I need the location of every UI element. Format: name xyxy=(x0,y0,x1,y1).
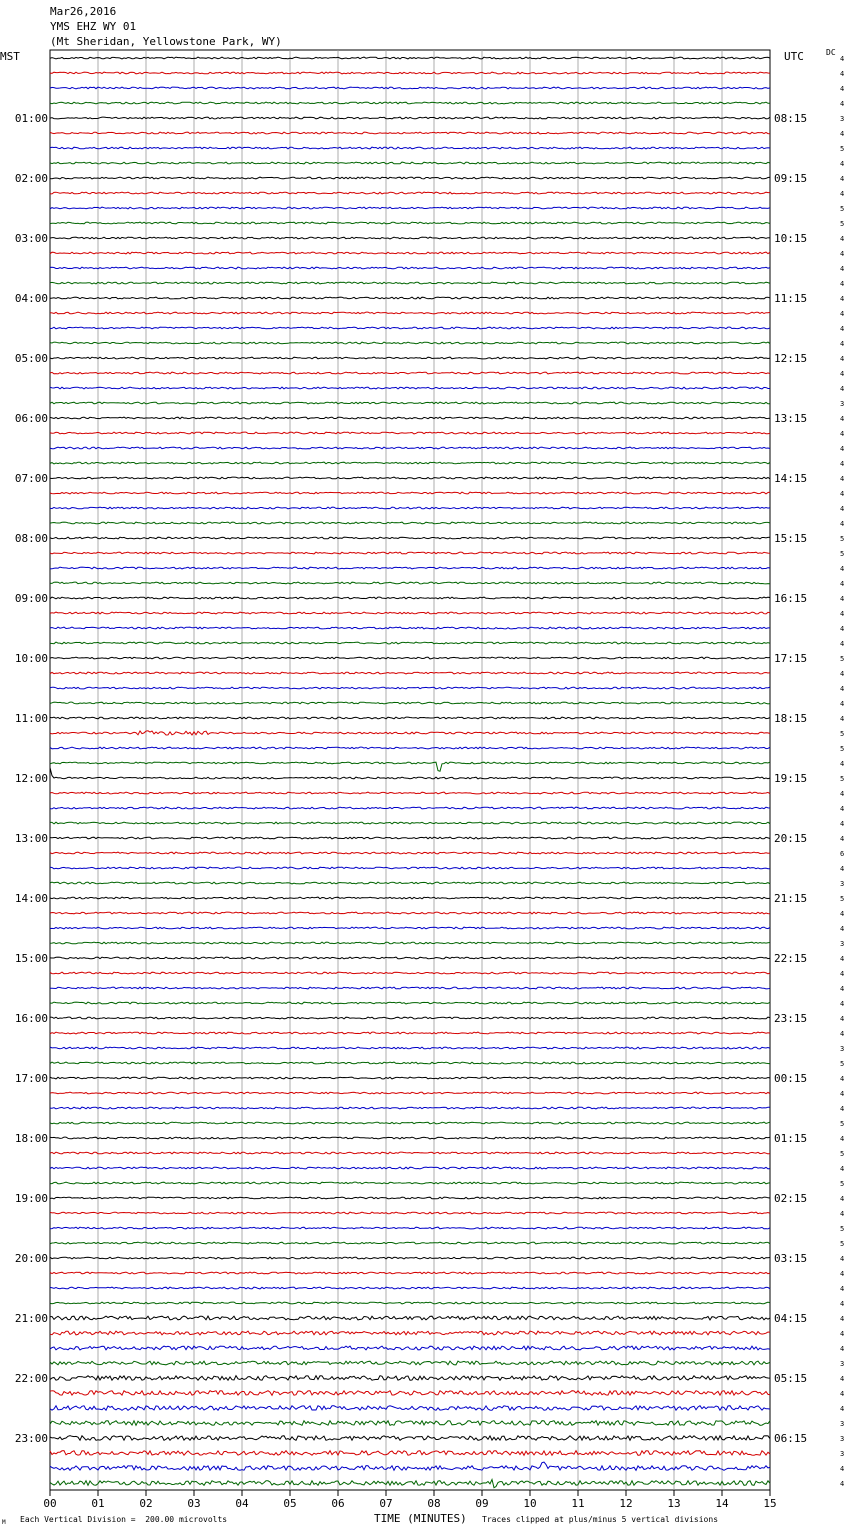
dc-offset-label: 4 xyxy=(840,415,845,423)
dc-offset-label: 4 xyxy=(840,1480,845,1488)
mst-hour-label: 02:00 xyxy=(14,172,48,185)
dc-offset-label: 4 xyxy=(840,925,845,933)
dc-offset-label: 5 xyxy=(840,1120,845,1128)
clip-note: Traces clipped at plus/minus 5 vertical divisions xyxy=(482,1515,719,1524)
trace-line xyxy=(50,342,770,344)
utc-hour-label: 09:15 xyxy=(774,172,808,185)
dc-offset-label: 5 xyxy=(840,745,845,753)
trace-line xyxy=(50,1227,770,1229)
dc-offset-label: 5 xyxy=(840,145,845,153)
trace-line xyxy=(50,162,770,164)
mst-hour-label: 09:00 xyxy=(14,592,48,605)
trace-line xyxy=(50,552,770,554)
dc-offset-label: 5 xyxy=(840,205,845,213)
dc-offset-label: 5 xyxy=(840,550,845,558)
utc-hour-label: 03:15 xyxy=(774,1252,808,1265)
trace-line xyxy=(50,987,770,989)
trace-line xyxy=(50,768,770,779)
mst-hour-label: 19:00 xyxy=(14,1192,48,1205)
trace-line xyxy=(50,642,770,644)
dc-offset-label: 4 xyxy=(840,70,845,78)
dc-offset-label: 4 xyxy=(840,565,845,573)
dc-offset-label: 4 xyxy=(840,1075,845,1083)
dc-offset-label: 4 xyxy=(840,385,845,393)
dc-offset-label: 5 xyxy=(840,1180,845,1188)
x-tick-label: 03 xyxy=(187,1497,201,1510)
trace-line xyxy=(50,957,770,959)
trace-line xyxy=(50,87,770,89)
dc-offset-label: 4 xyxy=(840,700,845,708)
trace-line xyxy=(50,972,770,974)
dc-offset-label: 4 xyxy=(840,175,845,183)
trace-line xyxy=(50,57,770,59)
dc-offset-label: 4 xyxy=(840,580,845,588)
utc-hour-label: 19:15 xyxy=(774,772,808,785)
dc-offset-label: 4 xyxy=(840,1390,845,1398)
dc-offset-label: 4 xyxy=(840,280,845,288)
trace-line xyxy=(50,852,770,854)
trace-line xyxy=(50,1242,770,1244)
trace-line xyxy=(50,1137,770,1139)
dc-offset-label: 3 xyxy=(840,940,845,948)
mst-hour-label: 12:00 xyxy=(14,772,48,785)
trace-line xyxy=(50,942,770,944)
trace-line xyxy=(50,612,770,614)
trace-line xyxy=(50,822,770,824)
trace-line xyxy=(50,477,770,479)
dc-offset-label: 4 xyxy=(840,520,845,528)
x-tick-label: 11 xyxy=(571,1497,585,1510)
trace-line xyxy=(50,731,770,735)
dc-offset-label: 3 xyxy=(840,400,845,408)
trace-line xyxy=(50,882,770,884)
dc-offset-label: 4 xyxy=(840,130,845,138)
utc-hour-label: 13:15 xyxy=(774,412,808,425)
trace-line xyxy=(50,702,770,704)
mst-hour-label: 17:00 xyxy=(14,1072,48,1085)
trace-line xyxy=(50,72,770,74)
trace-line xyxy=(50,567,770,569)
station-code: YMS EHZ WY 01 xyxy=(50,20,137,33)
trace-line xyxy=(50,522,770,524)
dc-offset-label: 4 xyxy=(840,1105,845,1113)
trace-line xyxy=(50,537,770,539)
trace-line xyxy=(50,462,770,464)
dc-offset-label: 4 xyxy=(840,490,845,498)
dc-offset-label: 4 xyxy=(840,1330,845,1338)
trace-line xyxy=(50,222,770,224)
utc-hour-label: 12:15 xyxy=(774,352,808,365)
dc-offset-label: 3 xyxy=(840,880,845,888)
dc-offset-label: 3 xyxy=(840,1420,845,1428)
trace-line xyxy=(50,927,770,929)
dc-offset-label: 4 xyxy=(840,355,845,363)
dc-offset-label: 4 xyxy=(840,160,845,168)
trace-line xyxy=(50,132,770,134)
trace-line xyxy=(50,1182,770,1184)
trace-line xyxy=(50,297,770,299)
mst-hour-label: 11:00 xyxy=(14,712,48,725)
dc-offset-label: 4 xyxy=(840,85,845,93)
utc-hour-label: 17:15 xyxy=(774,652,808,665)
trace-line xyxy=(50,1272,770,1274)
mst-hour-label: 22:00 xyxy=(14,1372,48,1385)
trace-line xyxy=(50,1451,770,1456)
trace-line xyxy=(50,1167,770,1169)
trace-line xyxy=(50,657,770,659)
trace-line xyxy=(50,1212,770,1214)
dc-offset-label: 4 xyxy=(840,250,845,258)
trace-line xyxy=(50,102,770,104)
trace-line xyxy=(50,1462,770,1470)
dc-offset-label: 4 xyxy=(840,670,845,678)
trace-line xyxy=(50,792,770,794)
dc-offset-label: 4 xyxy=(840,1345,845,1353)
dc-offset-label: 4 xyxy=(840,370,845,378)
x-tick-label: 06 xyxy=(331,1497,345,1510)
utc-hour-label: 16:15 xyxy=(774,592,808,605)
trace-line xyxy=(50,1152,770,1154)
dc-offset-label: 4 xyxy=(840,640,845,648)
dc-offset-label: 4 xyxy=(840,835,845,843)
trace-line xyxy=(50,582,770,584)
x-tick-label: 15 xyxy=(763,1497,777,1510)
trace-line xyxy=(50,1092,770,1094)
trace-line xyxy=(50,1406,770,1411)
mst-hour-label: 16:00 xyxy=(14,1012,48,1025)
dc-offset-label: 4 xyxy=(840,1405,845,1413)
dc-offset-label: 4 xyxy=(840,100,845,108)
dc-offset-label: 4 xyxy=(840,295,845,303)
dc-offset-label: 4 xyxy=(840,910,845,918)
utc-hour-label: 20:15 xyxy=(774,832,808,845)
dc-offset-label: 4 xyxy=(840,1030,845,1038)
dc-offset-label: 4 xyxy=(840,625,845,633)
trace-line xyxy=(50,282,770,284)
trace-line xyxy=(50,1077,770,1079)
dc-offset-label: 4 xyxy=(840,1210,845,1218)
trace-line xyxy=(50,762,770,771)
mst-hour-label: 18:00 xyxy=(14,1132,48,1145)
trace-line xyxy=(50,597,770,599)
trace-line xyxy=(50,1376,770,1381)
dc-offset-label: 5 xyxy=(840,1240,845,1248)
dc-offset-label: 4 xyxy=(840,970,845,978)
trace-line xyxy=(50,1346,770,1350)
trace-line xyxy=(50,387,770,389)
dc-offset-label: 5 xyxy=(840,220,845,228)
utc-hour-label: 21:15 xyxy=(774,892,808,905)
x-tick-label: 04 xyxy=(235,1497,249,1510)
trace-line xyxy=(50,807,770,809)
dc-offset-label: 3 xyxy=(840,1435,845,1443)
dc-offset-label: 4 xyxy=(840,1375,845,1383)
utc-hour-label: 04:15 xyxy=(774,1312,808,1325)
dc-offset-label: 4 xyxy=(840,265,845,273)
trace-line xyxy=(50,747,770,749)
trace-line xyxy=(50,627,770,629)
utc-hour-label: 23:15 xyxy=(774,1012,808,1025)
dc-offset-label: 4 xyxy=(840,955,845,963)
trace-line xyxy=(50,867,770,869)
mst-hour-label: 04:00 xyxy=(14,292,48,305)
right-timezone-label: UTC xyxy=(784,50,804,63)
trace-line xyxy=(50,402,770,404)
dc-offset-label: 4 xyxy=(840,55,845,63)
dc-offset-label: 4 xyxy=(840,340,845,348)
dc-offset-label: 4 xyxy=(840,1015,845,1023)
dc-offset-label: 4 xyxy=(840,820,845,828)
dc-offset-label: 3 xyxy=(840,1450,845,1458)
dc-offset-label: 4 xyxy=(840,1270,845,1278)
dc-offset-label: 5 xyxy=(840,655,845,663)
trace-line xyxy=(50,717,770,719)
mst-hour-label: 14:00 xyxy=(14,892,48,905)
trace-line xyxy=(50,507,770,509)
mst-hour-label: 05:00 xyxy=(14,352,48,365)
trace-line xyxy=(50,1480,770,1488)
utc-hour-label: 01:15 xyxy=(774,1132,808,1145)
dc-offset-label: 4 xyxy=(840,190,845,198)
utc-hour-label: 02:15 xyxy=(774,1192,808,1205)
dc-offset-label: 4 xyxy=(840,985,845,993)
trace-line xyxy=(50,1047,770,1049)
trace-line xyxy=(50,1331,770,1335)
trace-line xyxy=(50,1391,770,1396)
dc-offset-label: 4 xyxy=(840,760,845,768)
trace-line xyxy=(50,252,770,254)
dc-offset-label: 4 xyxy=(840,865,845,873)
utc-hour-label: 18:15 xyxy=(774,712,808,725)
utc-hour-label: 14:15 xyxy=(774,472,808,485)
trace-line xyxy=(50,1316,770,1320)
x-tick-label: 13 xyxy=(667,1497,681,1510)
trace-line xyxy=(50,147,770,149)
trace-line xyxy=(50,1002,770,1004)
dc-offset-label: 4 xyxy=(840,805,845,813)
dc-offset-label: 4 xyxy=(840,505,845,513)
dc-offset-label: 4 xyxy=(840,1195,845,1203)
dc-offset-label: 3 xyxy=(840,1045,845,1053)
dc-offset-label: 3 xyxy=(840,115,845,123)
trace-line xyxy=(50,687,770,689)
trace-line xyxy=(50,1032,770,1034)
dc-offset-label: 4 xyxy=(840,1165,845,1173)
station-location: (Mt Sheridan, Yellowstone Park, WY) xyxy=(50,35,282,48)
footer-mark: M xyxy=(2,1519,6,1526)
trace-line xyxy=(50,1361,770,1365)
trace-line xyxy=(50,1302,770,1304)
station-date: Mar26,2016 xyxy=(50,5,117,18)
dc-offset-label: 4 xyxy=(840,1255,845,1263)
dc-offset-label: 4 xyxy=(840,1000,845,1008)
trace-line xyxy=(50,177,770,179)
dc-offset-label: 4 xyxy=(840,310,845,318)
trace-line xyxy=(50,672,770,674)
trace-line xyxy=(50,1062,770,1064)
dc-offset-label: 5 xyxy=(840,1225,845,1233)
x-tick-label: 02 xyxy=(139,1497,153,1510)
dc-offset-label: 4 xyxy=(840,430,845,438)
utc-hour-label: 22:15 xyxy=(774,952,808,965)
dc-offset-label: 4 xyxy=(840,325,845,333)
trace-line xyxy=(50,207,770,209)
dc-offset-label: 5 xyxy=(840,730,845,738)
utc-hour-label: 00:15 xyxy=(774,1072,808,1085)
mst-hour-label: 21:00 xyxy=(14,1312,48,1325)
trace-line xyxy=(50,432,770,434)
mst-hour-label: 01:00 xyxy=(14,112,48,125)
dc-offset-label: 4 xyxy=(840,475,845,483)
x-tick-label: 07 xyxy=(379,1497,393,1510)
trace-line xyxy=(50,1017,770,1019)
trace-line xyxy=(50,237,770,239)
utc-hour-label: 05:15 xyxy=(774,1372,808,1385)
x-tick-label: 01 xyxy=(91,1497,105,1510)
mst-hour-label: 08:00 xyxy=(14,532,48,545)
dc-label: DC xyxy=(826,48,836,57)
trace-line xyxy=(50,1122,770,1124)
x-axis-title: TIME (MINUTES) xyxy=(374,1512,467,1525)
dc-offset-label: 4 xyxy=(840,1465,845,1473)
trace-line xyxy=(50,267,770,269)
x-tick-label: 09 xyxy=(475,1497,489,1510)
trace-line xyxy=(50,1197,770,1199)
mst-hour-label: 13:00 xyxy=(14,832,48,845)
trace-line xyxy=(50,192,770,194)
dc-offset-label: 5 xyxy=(840,1060,845,1068)
trace-line xyxy=(50,1287,770,1289)
mst-hour-label: 20:00 xyxy=(14,1252,48,1265)
trace-line xyxy=(50,1257,770,1259)
dc-offset-label: 5 xyxy=(840,895,845,903)
trace-line xyxy=(50,1421,770,1426)
dc-offset-label: 4 xyxy=(840,235,845,243)
dc-offset-label: 6 xyxy=(840,850,845,858)
mst-hour-label: 07:00 xyxy=(14,472,48,485)
dc-offset-label: 4 xyxy=(840,1135,845,1143)
mst-hour-label: 23:00 xyxy=(14,1432,48,1445)
dc-offset-label: 4 xyxy=(840,595,845,603)
utc-hour-label: 10:15 xyxy=(774,232,808,245)
dc-offset-label: 4 xyxy=(840,460,845,468)
scale-note: Each Vertical Division = 200.00 microvolts xyxy=(20,1515,228,1524)
trace-line xyxy=(50,492,770,494)
trace-line xyxy=(50,372,770,374)
x-tick-label: 05 xyxy=(283,1497,297,1510)
trace-line xyxy=(50,1107,770,1109)
dc-offset-label: 4 xyxy=(840,715,845,723)
dc-offset-label: 4 xyxy=(840,1315,845,1323)
x-tick-label: 08 xyxy=(427,1497,441,1510)
dc-offset-label: 5 xyxy=(840,775,845,783)
dc-offset-label: 4 xyxy=(840,1300,845,1308)
mst-hour-label: 10:00 xyxy=(14,652,48,665)
dc-offset-label: 4 xyxy=(840,790,845,798)
utc-hour-label: 11:15 xyxy=(774,292,808,305)
utc-hour-label: 06:15 xyxy=(774,1432,808,1445)
x-tick-label: 12 xyxy=(619,1497,633,1510)
trace-line xyxy=(50,447,770,449)
trace-line xyxy=(50,837,770,839)
utc-hour-label: 15:15 xyxy=(774,532,808,545)
dc-offset-label: 4 xyxy=(840,1090,845,1098)
dc-offset-label: 4 xyxy=(840,685,845,693)
mst-hour-label: 15:00 xyxy=(14,952,48,965)
trace-line xyxy=(50,897,770,899)
x-tick-label: 14 xyxy=(715,1497,729,1510)
mst-hour-label: 03:00 xyxy=(14,232,48,245)
dc-offset-label: 4 xyxy=(840,610,845,618)
left-timezone-label: MST xyxy=(0,50,20,63)
trace-line xyxy=(50,417,770,419)
trace-line xyxy=(50,312,770,314)
trace-line xyxy=(50,117,770,119)
dc-offset-label: 4 xyxy=(840,1285,845,1293)
mst-hour-label: 06:00 xyxy=(14,412,48,425)
dc-offset-label: 4 xyxy=(840,445,845,453)
trace-line xyxy=(50,357,770,359)
trace-line xyxy=(50,1436,770,1441)
x-tick-label: 10 xyxy=(523,1497,537,1510)
trace-line xyxy=(50,912,770,914)
utc-hour-label: 08:15 xyxy=(774,112,808,125)
x-tick-label: 00 xyxy=(43,1497,57,1510)
dc-offset-label: 3 xyxy=(840,1360,845,1368)
dc-offset-label: 5 xyxy=(840,535,845,543)
dc-offset-label: 5 xyxy=(840,1150,845,1158)
trace-line xyxy=(50,327,770,329)
